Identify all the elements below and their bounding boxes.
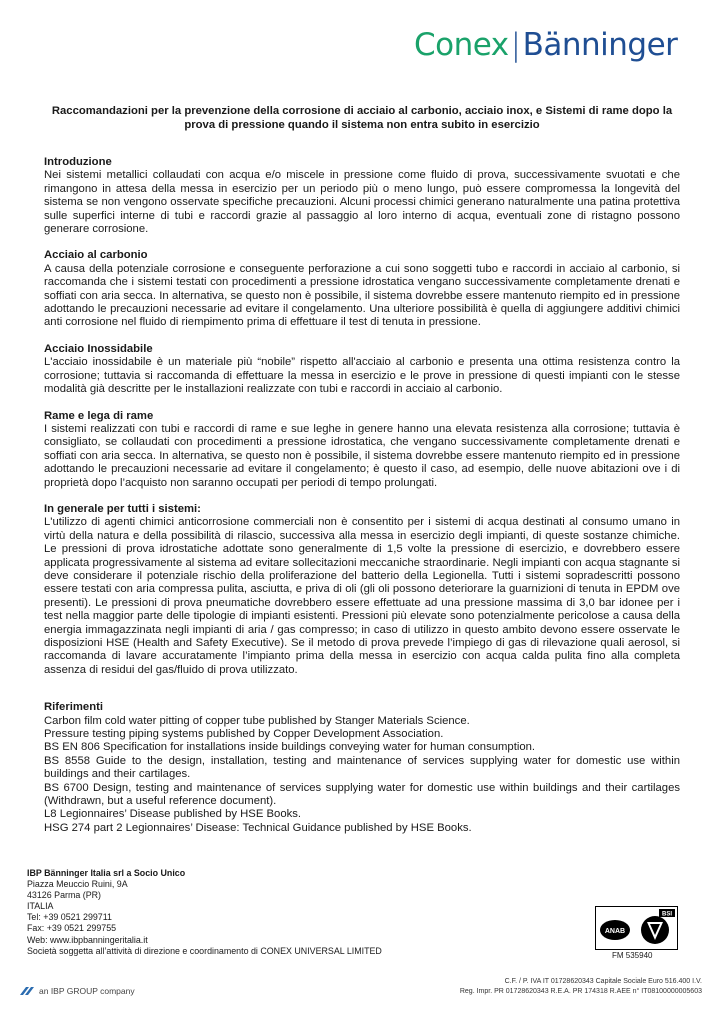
- reference-item: BS 6700 Design, testing and maintenance of services supplying water for domestic use within buildings and their cartilages (Withdrawn, but a useful reference document).: [44, 781, 680, 808]
- reference-item: Pressure testing piping systems published by Copper Development Association.: [44, 728, 444, 741]
- address-line: Piazza Meuccio Ruini, 9A: [27, 879, 128, 890]
- logo-conex: Conex: [414, 27, 509, 63]
- group-text: an IBP GROUP company: [39, 986, 135, 996]
- vat-line: C.F. / P. IVA IT 01728620343 Capitale Sociale Euro 516.400 I.V.: [504, 978, 702, 985]
- section-text: I sistemi realizzati con tubi e raccordi di rame e sue leghe in genere hanno una elevata resistenza alla corrosione; tuttavia è consigliato, se collaudati con procedimenti a pressione idrostatica, che vengano successivamente completamente drenati e soffiati con aria secca. In alternativa, se questo non è possibile, il sistema dovrebbe essere mantenuto riempito ed in pressione adottando le precauzioni necessarie ad evitare il congelamento; è questo il caso, ad esempio, delle nuove abitazioni ove i di proprietà dopo l’acquisto non saranno occupati per periodi di tempo prolungati.: [44, 422, 680, 489]
- anab-text: ANAB: [604, 928, 626, 935]
- section-introduzione: [44, 156, 680, 236]
- company-name: IBP Bänninger Italia srl a Socio Unico: [27, 868, 186, 878]
- document-body: [44, 156, 680, 835]
- footer-company-info: [27, 868, 447, 957]
- references-heading: Riferimenti: [44, 701, 104, 714]
- ibp-swoosh-icon: [20, 987, 36, 995]
- section-text: L'utilizzo di agenti chimici anticorrosione commerciali non è consentito per i sistemi di acqua destinati al consumo umano in virtù della natura e della possibilità di rilascio, successiva alla messa in esercizio degli impianti, di queste sostanze chimiche. Le pressioni di prova idrostatiche adottate sono generalmente di 1,5 volte la pressione di esercizio, e dovrebbero essere applicata progressivamente al sistema ad evitare sollecitazioni meccaniche straordinarie. Negli impianti con acqua stagnante si deve considerare il potenziale rischio della proliferazione del batterio della Legionella. Tutti i sistemi sopradescritti possono essere testati con aria compressa pulita, asciutta, e priva di oli (gli oli possono deteriorare la guarnizioni di tenuta in EPDM ove presenti). Le pressioni di prova pneumatiche dovrebbero essere effettuate ad una pressione massima di 3,0 bar idonee per i test nella maggior parte delle tipologie di impianti esistenti. Pressioni più elevate sono potenzialmente pericolose a causa della energia immagazzinata negli impianti di aria / gas compresso; in caso di utilizzo in questo ambito devono essere osservate le disposizioni HSE (Health and Safety Executive). Se il metodo di prova prevede l’impiego di gas di rilevazione quali aerosol, si raccomanda di lavare accuratamente l’impianto prima della messa in esercizio con acqua calda pulita fino alla completa assenza di residui del gas/fluido di prova utilizzato.: [44, 516, 680, 676]
- logo-banninger: Bänninger: [522, 27, 678, 63]
- bsi-text: BSI: [661, 911, 673, 918]
- reference-item: HSG 274 part 2 Legionnaires’ Disease: Technical Guidance published by HSE Books.: [44, 821, 472, 834]
- ibp-group-mark: [20, 986, 135, 996]
- certification-logo: [595, 906, 678, 950]
- fm-certificate-number: FM 535940: [612, 951, 653, 960]
- section-text: A causa della potenziale corrosione e conseguente perforazione a cui sono soggetti tubo e raccordi in acciaio al carbonio, si raccomanda che i sistemi testati con procedimenti a pressione idrostatica vengano successivamente completamente drenati e soffiati con aria secca. In alternativa, se questo non è possibile, il sistema dovrebbe essere mantenuto riempito ed in pressione adottando le precauzioni necessarie ad evitare il congelamento. Una ulteriore possibilità è quella di aggiungere additivi chimici anti corrosione nel fluido di riempimento prima di effettuare il test di tenuta in pressione.: [44, 262, 680, 329]
- parent-company-line: Società soggetta all’attività di direzione e coordinamento di CONEX UNIVERSAL LIMITED: [27, 945, 382, 956]
- logo-separator: |: [510, 27, 521, 63]
- registration-line: Reg. Impr. PR 01728620343 R.E.A. PR 174318 R.AEE n° IT08100000005603: [459, 988, 702, 995]
- address-line: 43126 Parma (PR): [27, 890, 101, 901]
- references-section: [44, 701, 680, 835]
- section-heading: Acciaio Inossidabile: [44, 342, 153, 355]
- section-heading: Introduzione: [44, 156, 112, 168]
- section-heading: Acciaio al carbonio: [44, 249, 148, 262]
- reference-item: BS EN 806 Specification for installations inside buildings conveying water for human consumption.: [44, 741, 536, 754]
- section-heading: Rame e lega di rame: [44, 409, 154, 422]
- reference-item: BS 8558 Guide to the design, installation, testing and maintenance of services supplying water for domestic use within buildings and their cartilages.: [44, 754, 680, 781]
- reference-item: L8 Legionnaires’ Disease published by HSE Books.: [44, 808, 302, 821]
- reference-item: Carbon film cold water pitting of copper tube published by Stanger Materials Science.: [44, 714, 470, 727]
- document-title: Raccomandazioni per la prevenzione della corrosione di acciaio al carbonio, acciaio inox, e Sistemi di rame dopo la prova di pressione quando il sistema non entra subito in esercizio: [51, 105, 673, 131]
- web-line: Web: www.ibpbanningeritalia.it: [27, 934, 148, 945]
- section-heading: In generale per tutti i sistemi:: [44, 502, 201, 515]
- section-acciaio-carbonio: [44, 249, 680, 329]
- section-rame: [44, 410, 680, 490]
- section-text: Nei sistemi metallici collaudati con acqua e/o miscele in pressione come fluido di prova, successivamente svuotati e che rimangono in attesa della messa in esercizio per un periodo più o meno lungo, può essere compromessa la longevità del sistema se non vengono osservate specifiche precauzioni. Alcuni processi chimici generano naturalmente una patina protettiva sulle superfici interne di tubi e raccordi grazie al passaggio al loro interno di acqua, eventuali zone di ristagno possono generare corrosione.: [44, 169, 680, 236]
- section-generale: [44, 503, 680, 677]
- address-line: ITALIA: [27, 901, 54, 912]
- phone-line: Tel: +39 0521 299711: [27, 912, 112, 923]
- section-acciaio-inossidabile: [44, 343, 680, 397]
- section-text: L'acciaio inossidabile è un materiale più “nobile” rispetto all'acciaio al carbonio e presenta una ottima resistenza contro la corrosione; tuttavia si raccomanda di effettuare la messa in esercizio e le prove in pressione di questi impianti con le stesse modalità già descritte per le installazioni realizzate con tubi e raccordi in acciaio al carbonio.: [44, 356, 680, 396]
- legal-info: [460, 977, 702, 997]
- fax-line: Fax: +39 0521 299755: [27, 923, 117, 934]
- company-logo: [414, 27, 678, 63]
